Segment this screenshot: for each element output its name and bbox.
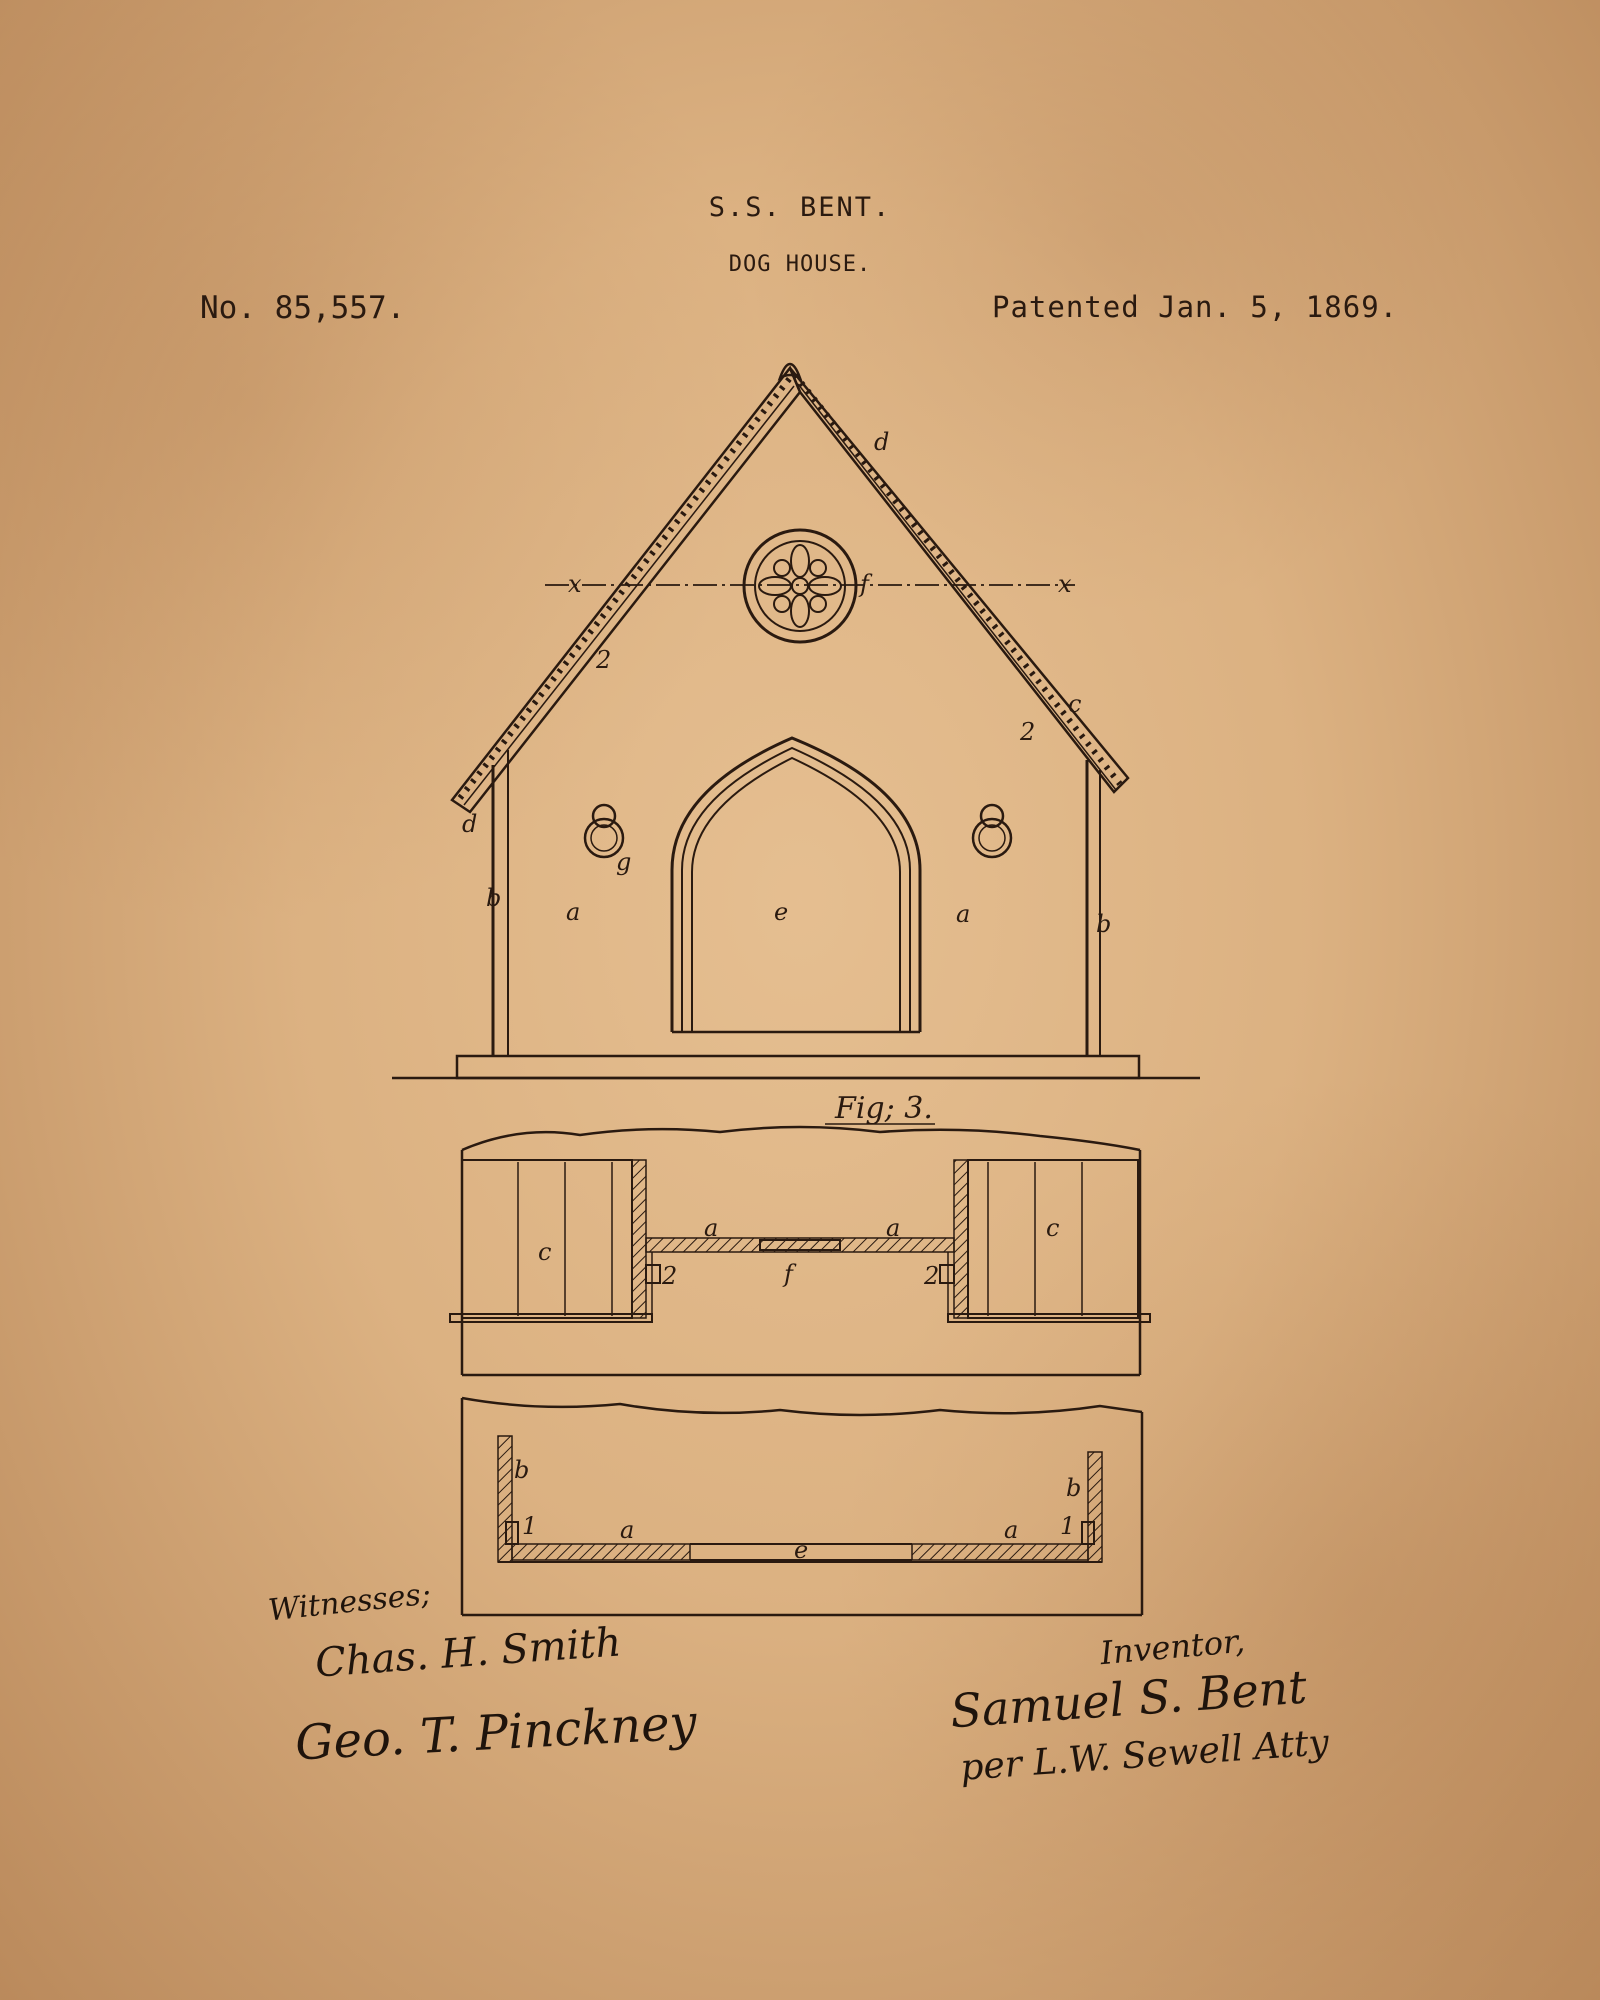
label-b-right: b [1096,910,1112,938]
label-b-lower-left: b [514,1456,530,1484]
label-2-roof-left: 2 [596,646,612,674]
label-a-left: a [566,898,581,926]
label-c-right-block: c [1046,1214,1060,1242]
label-a-section-left: a [704,1214,719,1242]
label-x-right: x [1058,570,1072,598]
label-x-left: x [568,570,582,598]
witness-2-signature: Geo. T. Pinckney [293,1694,698,1772]
section-view-upper [450,1127,1150,1375]
label-2-section-left: 2 [662,1262,678,1290]
witness-1-signature: Chas. H. Smith [313,1619,623,1687]
label-1-lower-right: 1 [1060,1512,1076,1540]
label-c-roof: c [1068,690,1082,718]
inventor-signature: Samuel S. Bent [948,1659,1309,1739]
label-2-section-right: 2 [924,1262,940,1290]
label-f-section: f [784,1260,793,1288]
label-e-door: e [774,898,789,926]
label-d-eave: d [462,810,478,838]
label-b-left: b [486,884,502,912]
roof-right [790,368,1128,792]
figure-caption: Fig; 3. [835,1091,933,1126]
witnesses-label: Witnesses; [266,1576,433,1629]
label-1-lower-left: 1 [522,1512,538,1540]
inventor-label: Inventor, [1098,1621,1247,1673]
label-a-lower-right: a [1004,1516,1019,1544]
label-c-left-block: c [538,1238,552,1266]
inventor-name: S.S. BENT. [708,192,892,223]
label-b-lower-right: b [1066,1474,1082,1502]
front-elevation [392,364,1200,1078]
arched-doorway [672,738,920,1032]
roof-left [452,368,800,812]
label-a-section-right: a [886,1214,901,1242]
patent-number: No. 85,557. [200,290,406,326]
base-plate [457,1056,1139,1078]
label-d-roof: d [874,428,890,456]
label-g-ring: g [616,848,632,876]
label-e-lower: e [794,1536,809,1564]
attorney-signature: per L.W. Sewell Atty [959,1722,1331,1789]
rose-window [744,530,856,642]
label-2-roof-right: 2 [1020,718,1036,746]
invention-title: DOG HOUSE. [728,252,872,277]
label-a-lower-left: a [620,1516,635,1544]
label-a-right: a [956,900,971,928]
patent-date: Patented Jan. 5, 1869. [992,290,1399,324]
section-view-lower [462,1398,1142,1615]
ring-pull-right [973,805,1011,857]
label-f-window: f [860,570,869,598]
